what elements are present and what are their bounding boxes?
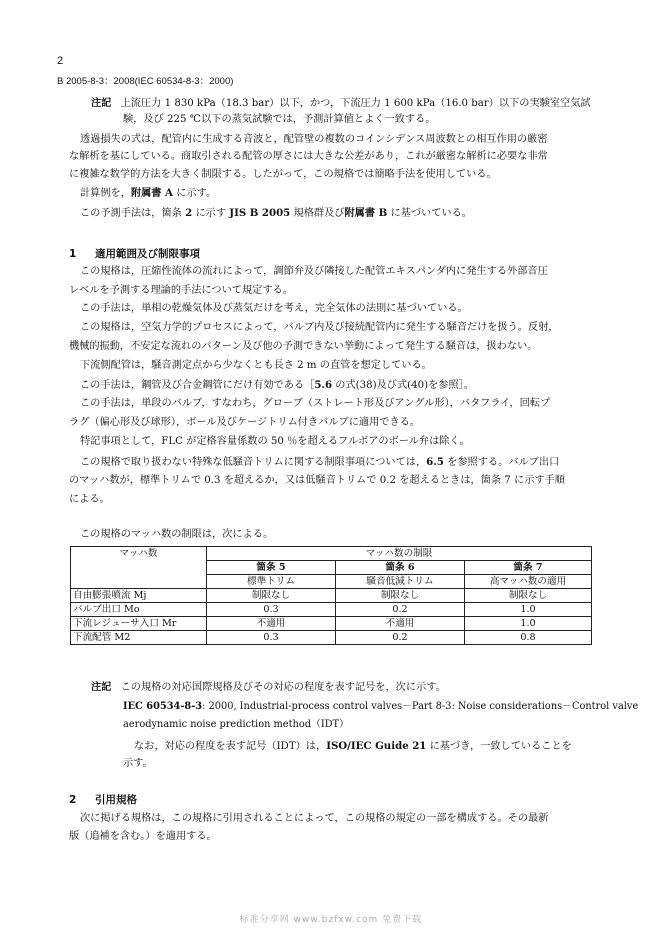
watermark-footer: 标准分享网 www.bzfxw.com 免费下载 xyxy=(239,915,423,925)
mach-limit-table xyxy=(70,546,592,645)
intro-para3-c: に示す xyxy=(192,208,230,219)
col-label-low-noise: 騒音低減トリム xyxy=(336,575,465,589)
table-cell: 0.3 xyxy=(207,603,336,617)
section2-title: 引用規格 xyxy=(95,794,137,806)
s1-para8-line2: のマッハ数が，標準トリムで 0.3 を超えるか，又は低騒音トリムで 0.2 を超えるときは，箇条 7 に示す手順 xyxy=(69,475,565,486)
col-clause-7 xyxy=(465,561,592,575)
note1-text-1: 上流圧力 1 830 kPa（18.3 bar）以下，かつ，下流圧力 1 600 kPa（16.0 bar）以下の実験室空気試 xyxy=(120,98,591,109)
s1-para3-line1: この規格は，空気力学的プロセスによって，バルブ内及び接続配管内に発生する騒音だけを扱う。反射， xyxy=(80,322,559,333)
col-clause-6-text: 箇条 6 xyxy=(385,562,415,573)
s1-para1-line1: この規格は，圧縮性流体の流れによって，調節弁及び隣接した配管エキスパンダ内に発生する外部音圧 xyxy=(80,266,548,277)
s2-line1: 次に掲げる規格は，この規格に引用されることによって，この規格の規定の一部を構成する。その最新 xyxy=(80,813,549,824)
table-corner-header: マッハ数 xyxy=(71,547,207,589)
note2-text: この規格の対応国際規格及びその対応の程度を表す記号を，次に示す。 xyxy=(120,682,446,693)
note1-line2: 験，及び 225 ℃以下の蒸気試験では，予測計算値とよく一致する。 xyxy=(123,114,436,125)
note2-ref-line2: aerodynamic noise prediction method（IDT） xyxy=(123,719,349,730)
section1-title: 適用範囲及び制限事項 xyxy=(95,248,200,260)
s1-para5-a: この手法は，鋼管及び合金鋼管にだけ有効である［ xyxy=(80,380,315,391)
row-name: 自由膨張噴流 Mj xyxy=(71,589,207,603)
s1-para8-line3: による。 xyxy=(69,494,110,505)
intro-para3-g: に基づいている。 xyxy=(387,208,472,219)
table-row xyxy=(71,631,592,645)
table-cell: 0.3 xyxy=(207,631,336,645)
s1-para3-line2: 機械的振動，不安定な流れのパターン及び他の予測できない挙動によって発生する騒音は，扱わない。 xyxy=(69,341,538,352)
s1-para6-line1: この手法は，単段のバルブ，すなわち，グローブ（ストレート形及びアングル形），バタフライ，回転プ xyxy=(80,398,551,409)
intro-para1-line1: 透過損失の式は，配管内に生成する音波と，配管壁の複数のコインシデンス周波数との相互作用の厳密 xyxy=(80,134,548,145)
s1-para8-a: この規格で取り扱わない特殊な低騒音トリムに関する制限事項については， xyxy=(80,457,427,468)
annex-b-ref: 附属書 B xyxy=(344,207,388,219)
col-clause-6 xyxy=(336,561,465,575)
table-cell: 不適用 xyxy=(207,617,336,631)
document-header: B 2005-8-3：2008(IEC 60534-8-3：2000) xyxy=(57,76,234,87)
row-name: 下流配管 M2 xyxy=(71,631,207,645)
iec-ref-title: : 2000, Industrial-process control valves－Part 8-3: Noise considerations－Control valve xyxy=(202,701,639,712)
iso-guide-ref: ISO/IEC Guide 21 xyxy=(326,740,427,752)
s1-para6-line2: ラグ（偏心形及び球形），ボール及びケージトリム付きバルブに適用できる。 xyxy=(69,417,421,428)
col-clause-5 xyxy=(207,561,336,575)
table-caption: この規格のマッハ数の制限は，次による。 xyxy=(80,529,274,540)
intro-para3-e: 規格群及び xyxy=(290,208,345,219)
clause-2-ref: 2 xyxy=(185,207,193,219)
section2-heading xyxy=(69,792,137,807)
table-cell: 1.0 xyxy=(465,617,592,631)
s1-para5 xyxy=(80,378,474,393)
annex-a-ref: 附属書 A xyxy=(130,187,173,199)
iec-ref: IEC 60534-8-3 xyxy=(123,701,203,712)
section1-number: 1 xyxy=(69,248,77,260)
intro-para1-line3: に複雑な数学的方法を大きく制限する。したがって，この規格では簡略手法を使用している。 xyxy=(69,169,497,180)
table-cell: 制限なし xyxy=(336,589,465,603)
s1-para8-line1 xyxy=(80,455,559,470)
note2-c1-c: に基づき，一致していることを xyxy=(426,741,572,752)
s1-para4: 下流側配管は，騒音測定点から少なくとも長さ 2 m の直管を想定している。 xyxy=(80,360,432,371)
note1-line1 xyxy=(91,96,591,111)
note2-line1 xyxy=(91,680,446,695)
table-row xyxy=(71,603,592,617)
table-group-header: マッハ数の制限 xyxy=(207,547,592,561)
clause-6-5-ref: 6.5 xyxy=(426,456,444,468)
section2-number: 2 xyxy=(69,794,77,806)
s1-para8-c: を参照する。バルブ出口 xyxy=(443,457,560,468)
table-cell: 制限なし xyxy=(207,589,336,603)
intro-para3-a: この予測手法は，箇条 xyxy=(80,208,186,219)
s1-para1-line2: レベルを予測する理論的手法について規定する。 xyxy=(69,285,293,296)
note1-label: 注記 xyxy=(91,97,112,109)
table-cell: 1.0 xyxy=(465,603,592,617)
col-label-high-mach: 高マッハ数の適用 xyxy=(465,575,592,589)
clause-5-6-ref: 5.6 xyxy=(314,379,333,391)
row-name: バルブ出口 Mo xyxy=(71,603,207,617)
jis-ref: JIS B 2005 xyxy=(229,207,291,219)
note2-c1-a: なお，対応の程度を表す記号（IDT）は， xyxy=(134,741,327,752)
row-name: 下流レジューサ入口 Mr xyxy=(71,617,207,631)
col-clause-5-text: 箇条 5 xyxy=(256,562,286,573)
s1-para2: この手法は，単相の乾燥気体及び蒸気だけを考え，完全気体の法則に基づいている。 xyxy=(80,303,468,314)
s1-para5-c: の式(38)及び式(40)を参照］。 xyxy=(332,380,474,391)
note2-label: 注記 xyxy=(91,681,112,693)
table-cell: 不適用 xyxy=(336,617,465,631)
intro-para1-line2: な解析を基にしている。商取引される配管の厚さには大きな公差があり，これが厳密な解析に必要な非常 xyxy=(69,151,548,162)
page-number: 2 xyxy=(57,55,64,67)
col-label-standard: 標準トリム xyxy=(207,575,336,589)
intro-para2 xyxy=(80,186,216,201)
intro-para2-a: 計算例を， xyxy=(80,188,131,199)
table-cell: 0.2 xyxy=(336,603,465,617)
table-row xyxy=(71,617,592,631)
intro-para3 xyxy=(80,206,472,221)
s2-line2: 版（追補を含む。）を適用する。 xyxy=(69,831,217,842)
section1-heading xyxy=(69,246,200,261)
table-cell: 0.8 xyxy=(465,631,592,645)
table-row xyxy=(71,589,592,603)
note2-ref-line1 xyxy=(123,700,638,714)
s1-para7: 特記事項として，FLC が定格容量係数の 50 ％を超えるフルボアのボール弁は除く。 xyxy=(80,436,470,447)
table-cell: 0.2 xyxy=(336,631,465,645)
note2-comment-line1 xyxy=(134,739,572,754)
col-clause-7-text: 箇条 7 xyxy=(513,562,543,573)
intro-para2-c: に示す。 xyxy=(172,188,217,199)
note2-comment-line2: 示す。 xyxy=(123,758,153,769)
table-cell: 制限なし xyxy=(465,589,592,603)
